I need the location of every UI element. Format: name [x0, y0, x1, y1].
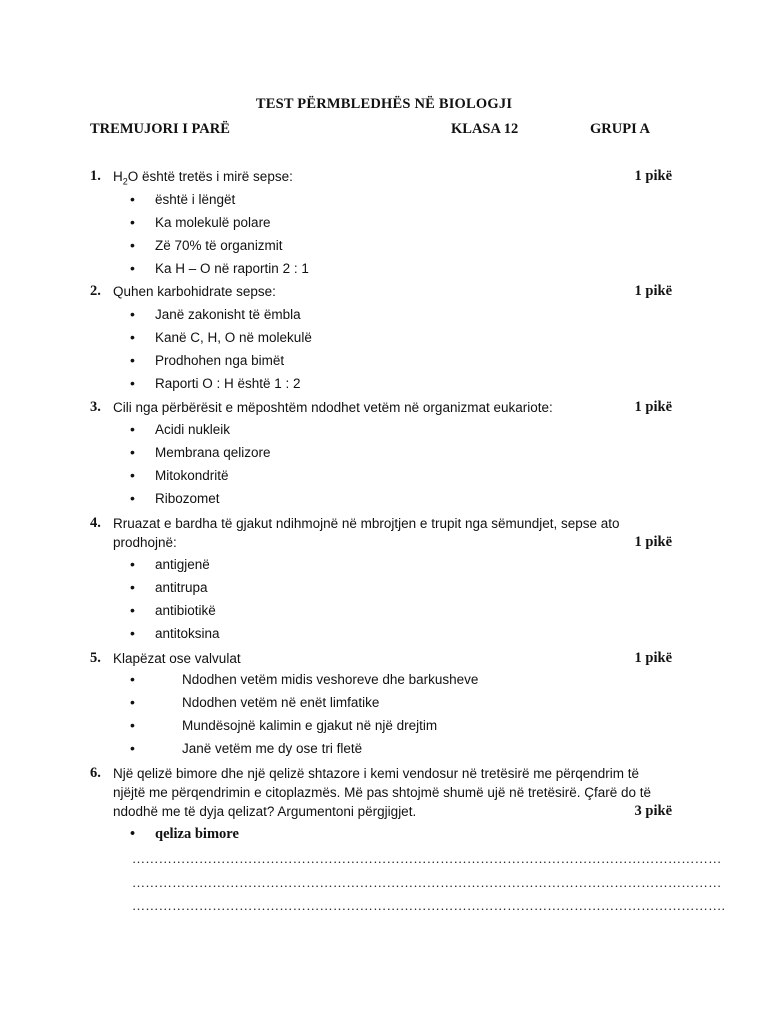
option-item: • Ndodhen vetëm midis veshoreve dhe barkusheve	[130, 668, 478, 691]
question-text: Quhen karbohidrate sepse:	[113, 284, 276, 299]
option-item: • Acidi nukleik	[130, 418, 271, 441]
question-text-line: ndodhë me të dyja qelizat? Argumentoni përgjigjet.	[113, 804, 417, 819]
bullet-icon: •	[130, 694, 135, 710]
bullet-icon: •	[130, 214, 135, 230]
option-item: • Mitokondritë	[130, 464, 271, 487]
question-5	[90, 649, 680, 668]
question-points: 1 pikë	[634, 399, 672, 415]
option-item: • Ka molekulë polare	[130, 211, 309, 234]
option-item: • Mundësojnë kalimin e gjakut në një drejtim	[130, 714, 478, 737]
question-text-line: Një qelizë bimore dhe një qelizë shtazore i kemi vendosur në tretësirë me përqendrim të	[113, 766, 640, 781]
option-item: • antitrupa	[130, 576, 220, 599]
sub-item-plant-cell: • qeliza bimore	[130, 826, 239, 842]
question-3-options	[130, 418, 271, 510]
question-text: $H_2O$ është tretës i mirë sepse:	[113, 169, 293, 187]
bullet-icon: •	[130, 671, 135, 687]
class-label: KLASA 12	[451, 121, 519, 137]
bullet-icon: •	[130, 826, 136, 842]
option-item: • Zë 70% të organizmit	[130, 234, 309, 257]
question-points: 1 pikë	[634, 283, 672, 299]
option-item: • antibiotikë	[130, 599, 220, 622]
question-3	[90, 398, 680, 417]
bullet-icon: •	[130, 421, 135, 437]
header-row	[90, 121, 690, 141]
option-item: • Ndodhen vetëm në enët limfatike	[130, 691, 478, 714]
bullet-icon: •	[130, 191, 135, 207]
question-number: 3.	[90, 399, 101, 415]
question-number: 5.	[90, 650, 101, 666]
question-number: 2.	[90, 283, 101, 299]
question-text: Klapëzat ose valvulat	[113, 651, 241, 666]
bullet-icon: •	[130, 237, 135, 253]
question-text-line: Rruazat e bardha të gjakut ndihmojnë në mbrojtjen e trupit nga sëmundjet, sepse ato	[113, 516, 620, 531]
bullet-icon: •	[130, 352, 135, 368]
bullet-icon: •	[130, 556, 135, 572]
question-points: 1 pikë	[634, 168, 672, 184]
question-number: 1.	[90, 168, 101, 184]
bullet-icon: •	[130, 490, 135, 506]
question-4	[90, 514, 680, 552]
bullet-icon: •	[130, 306, 135, 322]
option-item: • Ka H – O në raportin 2 : 1	[130, 257, 309, 280]
question-points: 1 pikë	[634, 650, 672, 666]
bullet-icon: •	[130, 625, 135, 641]
bullet-icon: •	[130, 444, 135, 460]
question-text-line: prodhojnë:	[113, 535, 177, 550]
option-item: • Kanë C, H, O në molekulë	[130, 326, 312, 349]
question-2	[90, 282, 680, 301]
option-item: • Ribozomet	[130, 487, 271, 510]
question-2-options	[130, 303, 312, 395]
bullet-icon: •	[130, 717, 135, 733]
question-number: 6.	[90, 765, 101, 781]
bullet-icon: •	[130, 579, 135, 595]
option-item: • Janë vetëm me dy ose tri fletë	[130, 737, 478, 760]
term-label: TREMUJORI I PARË	[90, 121, 230, 137]
question-6	[90, 764, 680, 821]
question-1-options	[130, 188, 309, 280]
question-text: Cili nga përbërësit e mëposhtëm ndodhet vetëm në organizmat eukariote:	[113, 400, 553, 415]
bullet-icon: •	[130, 602, 135, 618]
question-text-line: njëjtë me përqendrimin e citoplazmës. Më pas shtojmë shumë ujë në tretësirë. Çfarë do të	[113, 785, 652, 800]
answer-line[interactable]: …………………………………………………………………………………………………………………….	[132, 898, 726, 913]
option-item: • Janë zakonisht të ëmbla	[130, 303, 312, 326]
group-label: GRUPI A	[590, 121, 651, 137]
option-item: • Prodhohen nga bimët	[130, 349, 312, 372]
bullet-icon: •	[130, 740, 135, 756]
question-points: 1 pikë	[634, 534, 672, 550]
question-points: 3 pikë	[634, 803, 672, 819]
option-item: • antigjenë	[130, 553, 220, 576]
bullet-icon: •	[130, 375, 135, 391]
test-title: TEST PËRMBLEDHËS NË BIOLOGJI	[255, 96, 513, 112]
bullet-icon: •	[130, 260, 135, 276]
question-5-options	[130, 668, 478, 760]
option-item: • Raporti O : H është 1 : 2	[130, 372, 312, 395]
answer-line[interactable]: ……………………………………………………………………………………………………………………	[132, 875, 722, 890]
option-item: • është i lëngët	[130, 188, 309, 211]
option-item: • antitoksina	[130, 622, 220, 645]
bullet-icon: •	[130, 329, 135, 345]
question-number: 4.	[90, 515, 101, 531]
option-item: • Membrana qelizore	[130, 441, 271, 464]
answer-line[interactable]: ……………………………………………………………………………………………………………………	[132, 851, 722, 866]
bullet-icon: •	[130, 467, 135, 483]
question-4-options	[130, 553, 220, 645]
